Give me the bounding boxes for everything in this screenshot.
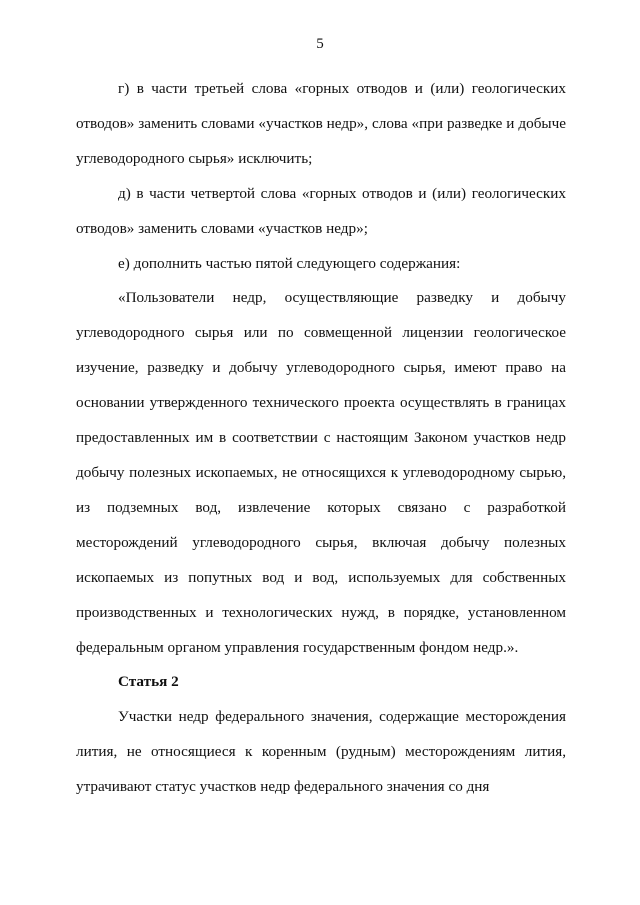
paragraph-g: г) в части третьей слова «горных отводов и (или) геологических отводов» заменить словами «участков недр», слова «при разведке и добыче углеводородного сырья» исключить; — [76, 80, 566, 167]
paragraph-e: е) дополнить частью пятой следующего содержания: — [118, 254, 461, 272]
page-number: 5 — [316, 36, 324, 52]
article-heading: Статья 2 — [118, 673, 179, 691]
document-body — [76, 72, 566, 805]
paragraph-d: д) в части четвертой слова «горных отводов и (или) геологических отводов» заменить словами «участков недр»; — [76, 184, 566, 237]
quoted-paragraph: «Пользователи недр, осуществляющие разведку и добычу углеводородного сырья или по совмещенной лицензии геологическое изучение, разведку и добычу углеводородного сырья, имеют право на основании утвержденного технического проекта осуществлять в границах предоставленных им в соответствии с настоящим Законом участков недр добычу полезных ископаемых, не относящихся к углеводородному сырью, из подземных вод, извлечение которых связано с разработкой месторождений углеводородного сырья, включая добычу полезных ископаемых из попутных вод и вод, используемых для собственных производственных и технологических нужд, в порядке, установленном федеральным органом управления государственным фондом недр.». — [76, 289, 566, 656]
article-paragraph: Участки недр федерального значения, содержащие месторождения лития, не относящиеся к коренным (рудным) месторождениям лития, утрачивают статус участков недр федерального значения со дня — [76, 708, 566, 796]
